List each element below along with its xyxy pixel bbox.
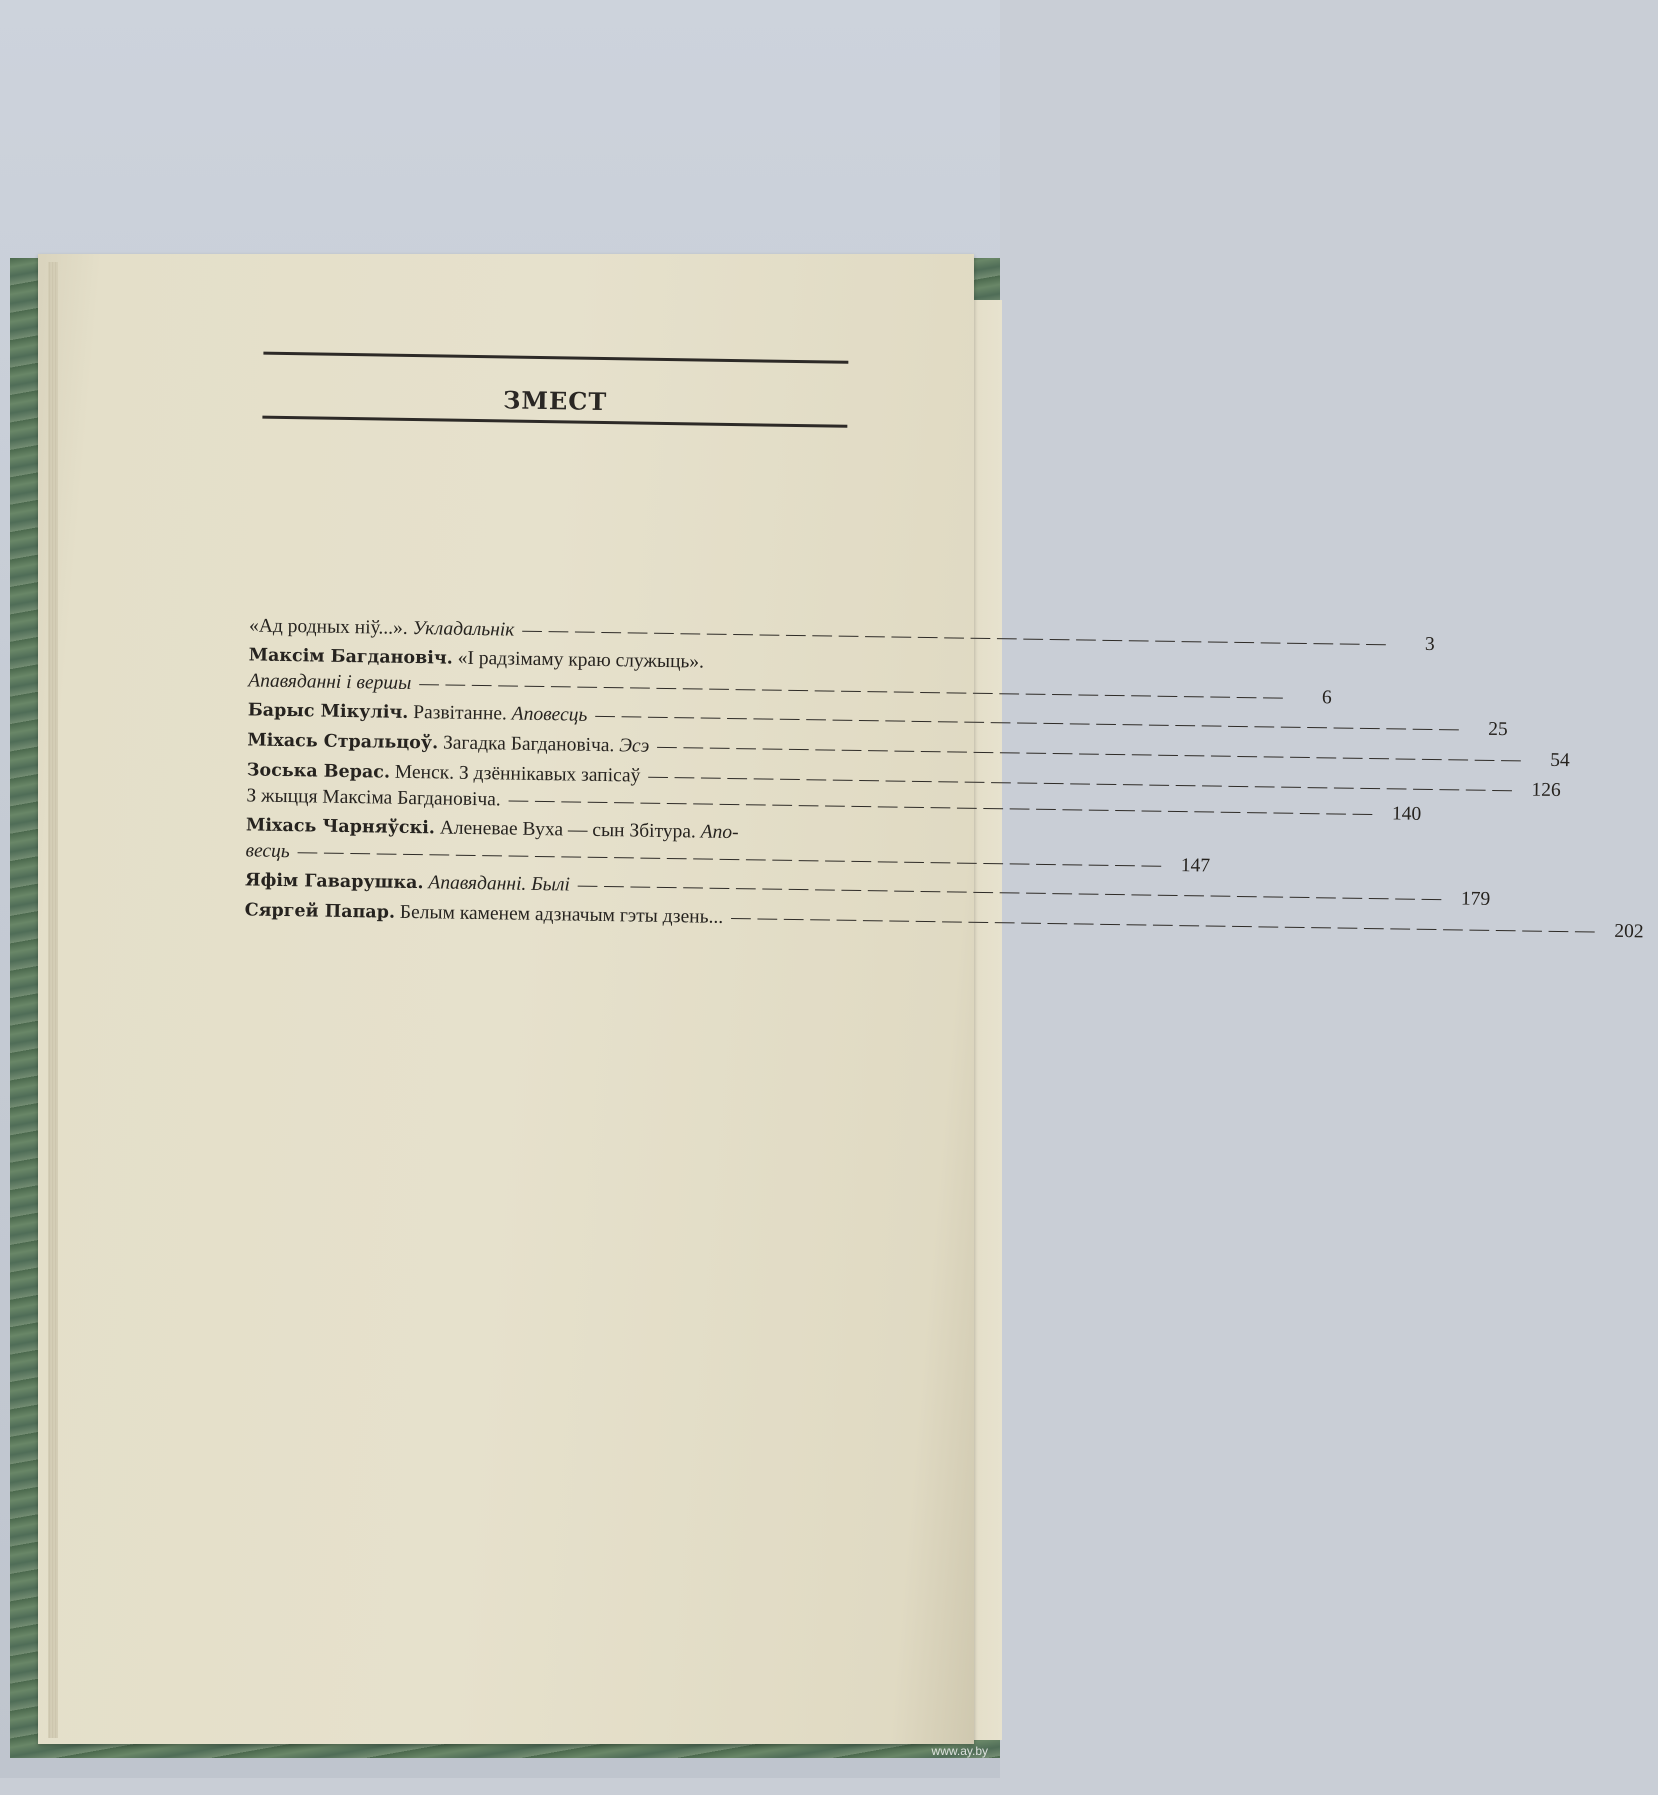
toc-title: Белым каменем адзначым гэты дзень...: [394, 901, 724, 928]
toc-line: [248, 613, 1435, 656]
toc-page-number: 179: [1460, 888, 1491, 910]
toc-author: Яфім Гаварушка.: [244, 870, 424, 894]
toc-leader: — — — — — — — — — — — — — — — — — — — — — — — — — — — — — — — — —: [522, 619, 1387, 655]
contents-heading: ЗМЕСТ: [502, 385, 608, 417]
toc-page-number: 3: [1424, 633, 1435, 656]
toc-genre: Апо-: [700, 821, 739, 844]
toc-line-text: [249, 613, 515, 642]
toc-genre: Укладальнік: [412, 617, 515, 641]
toc-leader: — — — — — — — — — — — — — — — — — — — — — — — — — — — — — — — — —: [657, 735, 1522, 771]
toc-genre: Эсэ: [619, 735, 650, 757]
toc-author: Зоська Верас.: [246, 760, 391, 783]
toc-genre: Аповесць: [511, 703, 588, 726]
toc-genre: Апавяданні і вершы: [248, 670, 412, 694]
toc-title: «Ад родных ніў...».: [248, 615, 413, 639]
toc-title: Менск. З дзённікавых запісаў: [389, 761, 641, 787]
toc-page-number: 140: [1391, 803, 1422, 825]
toc-entry: [244, 867, 1491, 910]
toc-page-number: 202: [1614, 920, 1644, 943]
toc-line-text: [244, 897, 723, 931]
toc-author: Міхась Чарняўскі.: [245, 815, 436, 839]
toc-title: Развітанне.: [408, 701, 512, 725]
toc-author: Барыс Мікуліч.: [247, 700, 409, 723]
toc-page-number: 126: [1531, 779, 1561, 802]
toc-leader: — — — — — — — — — — — — — — — — — — — — — — — — — — — — — — — — —: [731, 907, 1596, 942]
toc-title: Загадка Багдановіча.: [438, 732, 620, 757]
toc-entry: [248, 642, 1332, 709]
toc-leader: — — — — — — — — — — — — — — — — — — — — — — — — — — — — — — — — —: [595, 704, 1460, 740]
toc-leader: — — — — — — — — — — — — — — — — — — — — — — — — — — — — — — — — —: [297, 841, 1163, 876]
toc-entry: [246, 757, 1561, 825]
toc-entry: [245, 812, 1211, 877]
toc-title: Аленевае Вуха — сын Збітура.: [434, 817, 701, 843]
toc-page-number: 6: [1321, 687, 1332, 709]
toc-line: [244, 867, 1491, 910]
toc-line-text: [245, 838, 290, 864]
toc-author: Міхась Стральцоў.: [247, 730, 439, 754]
toc-leader: — — — — — — — — — — — — — — — — — — — — — — — — — — — — — — — — —: [577, 874, 1443, 910]
toc-leader: — — — — — — — — — — — — — — — — — — — — — — — — — — — — — — — — —: [419, 673, 1284, 708]
toc-title: «І радзімаму краю служыць».: [452, 647, 705, 673]
toc-leader: — — — — — — — — — — — — — — — — — — — — — — — — — — — — — — — — —: [508, 789, 1374, 825]
toc-author: Максім Багдановіч.: [248, 645, 453, 669]
toc-line: [247, 697, 1508, 741]
toc-leader: — — — — — — — — — — — — — — — — — — — — — — — — — — — — — — — — —: [648, 765, 1513, 801]
top-rule: [263, 352, 848, 364]
toc-line-text: [246, 783, 501, 812]
toc-line-text: [248, 668, 411, 696]
toc-line-text: [247, 727, 649, 759]
toc-line-text: [245, 867, 570, 898]
table-of-contents: [244, 613, 1644, 943]
toc-genre: весць: [245, 840, 290, 863]
toc-page-number: 25: [1488, 718, 1508, 741]
toc-author: Сяргей Папар.: [244, 900, 396, 923]
toc-page-number: 147: [1180, 855, 1211, 877]
toc-line-text: [248, 697, 588, 728]
toc-entry: [247, 697, 1508, 741]
toc-title: З жыцця Максіма Багдановіча.: [246, 785, 501, 811]
watermark: www.ay.by: [931, 1744, 988, 1758]
toc-page-number: 54: [1549, 749, 1570, 772]
toc-entry: [248, 613, 1435, 656]
toc-genre: Апавяданні. Былі: [428, 872, 570, 896]
